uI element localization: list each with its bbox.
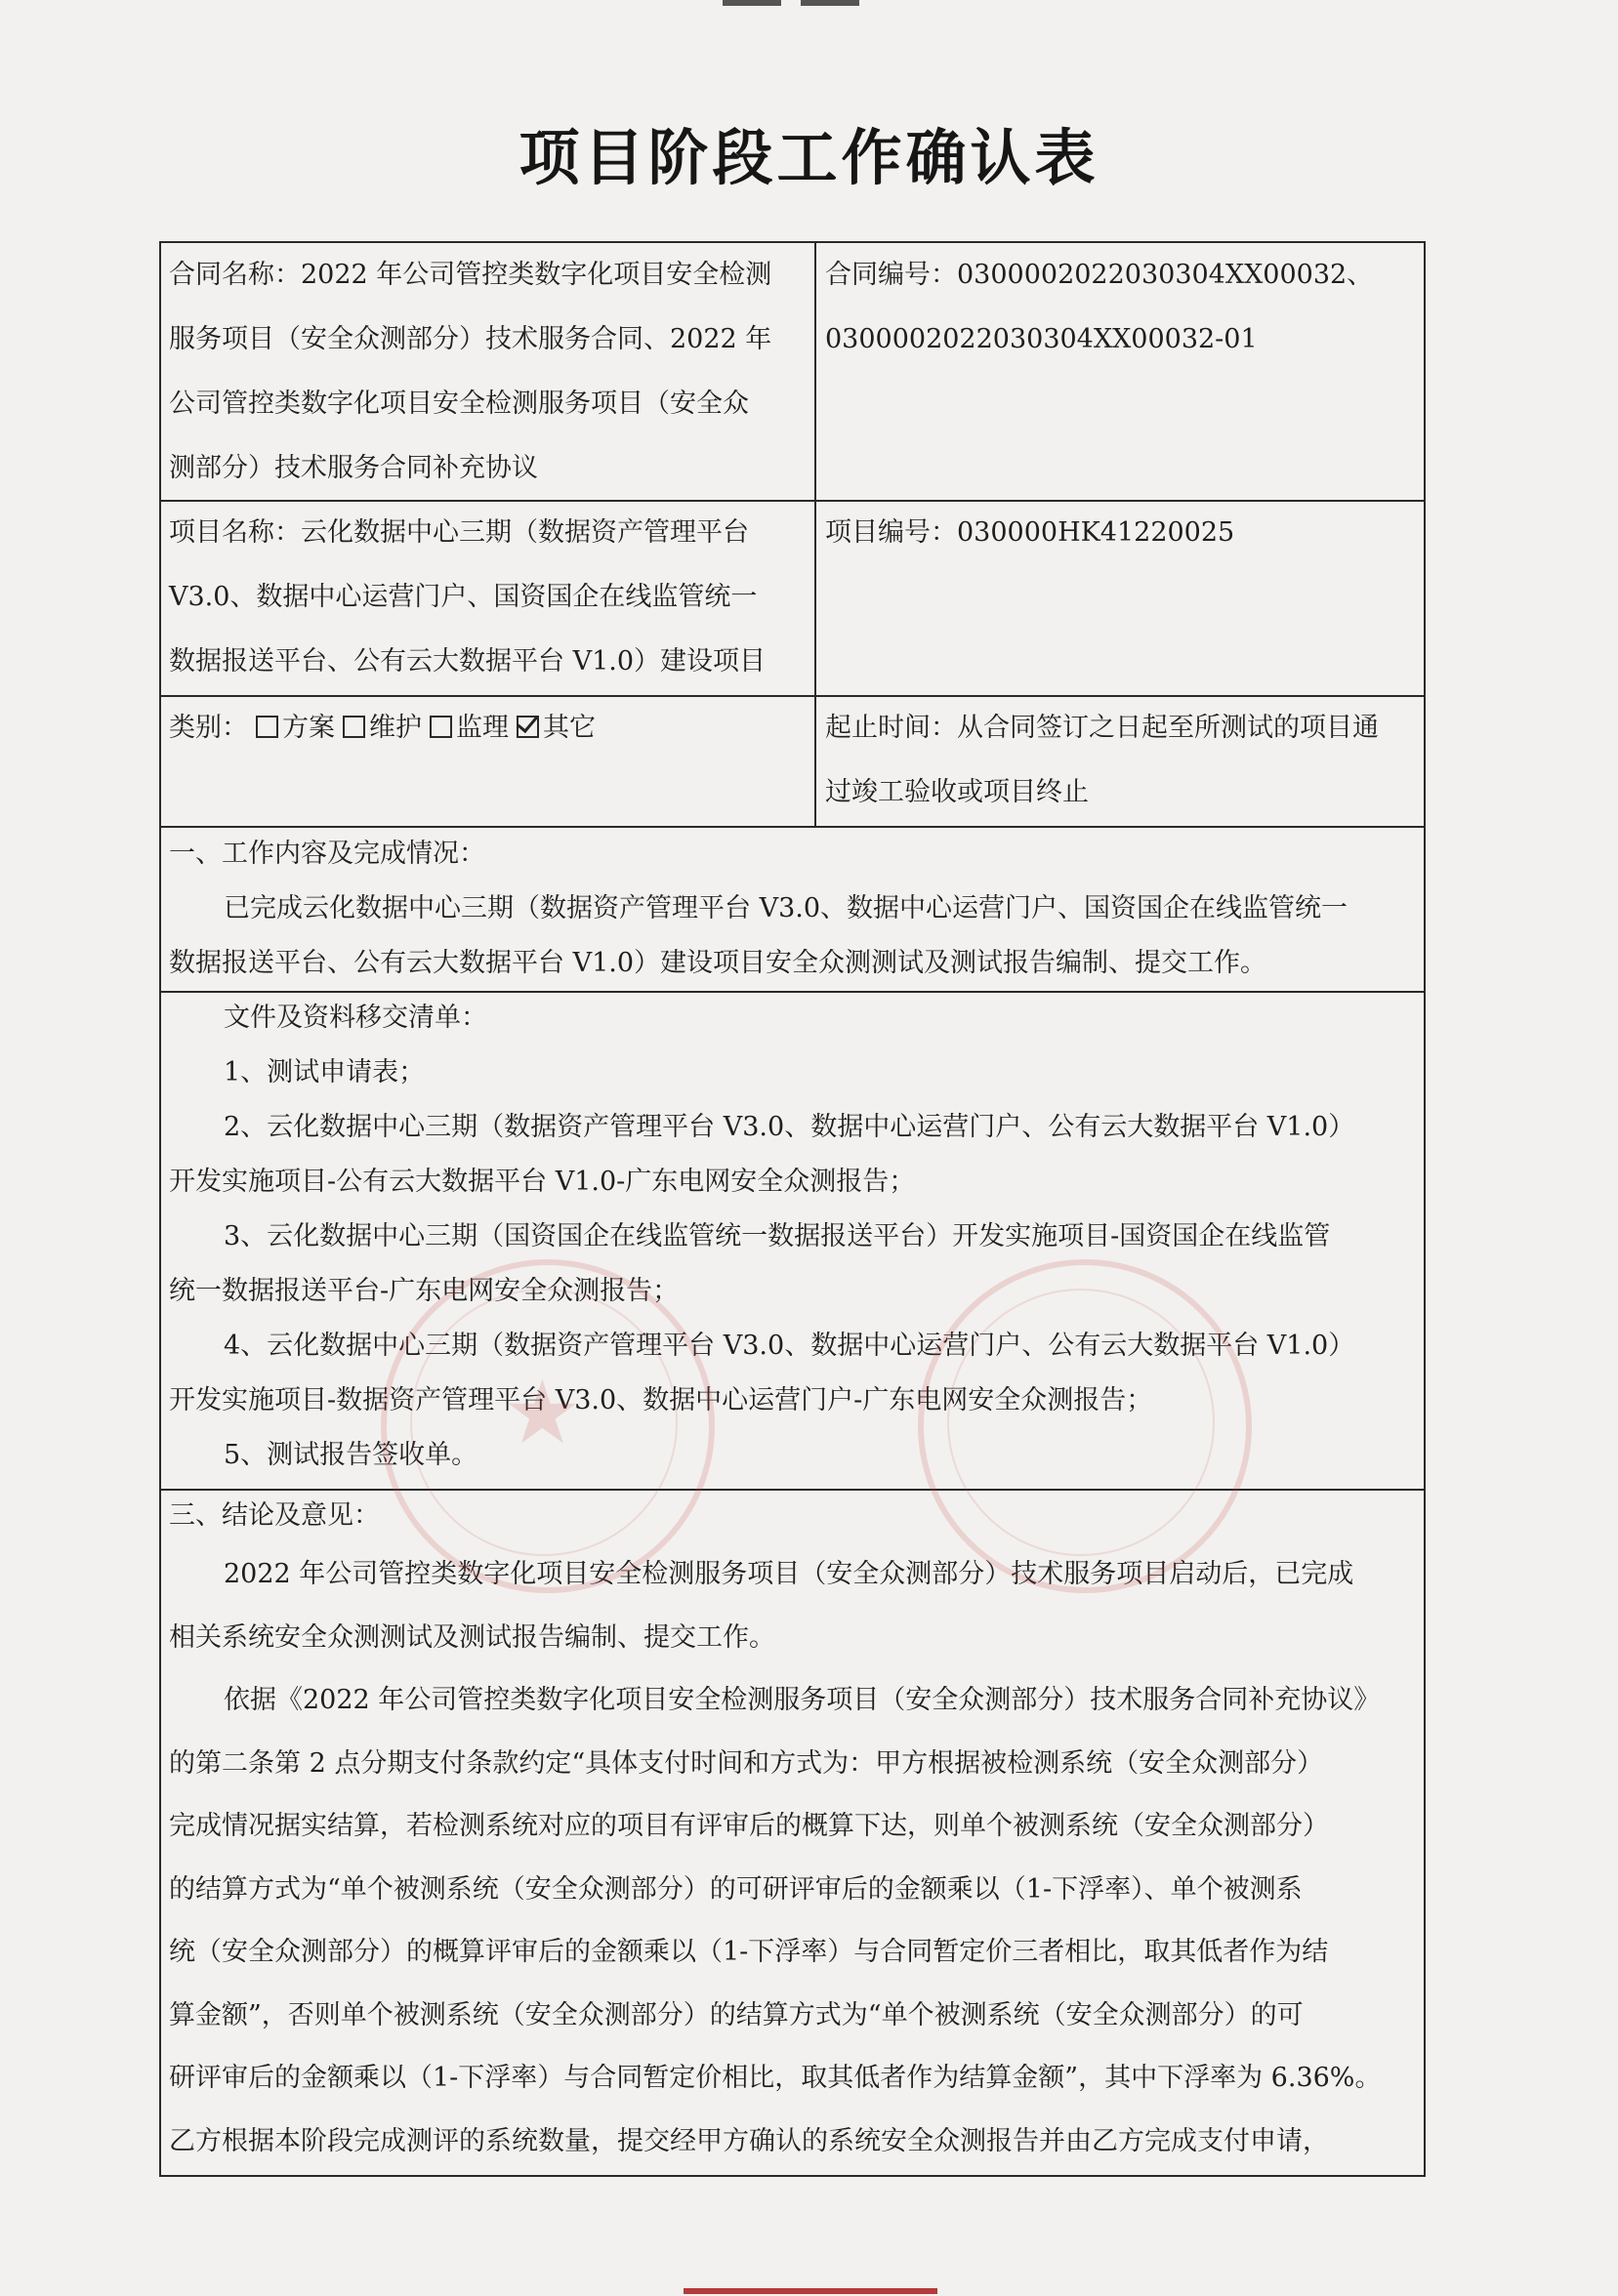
conclusion-line: 相关系统安全众测测试及测试报告编制、提交工作。: [169, 1621, 775, 1653]
section-heading: 一、工作内容及完成情况：: [169, 839, 485, 869]
checkbox-supervision[interactable]: [430, 716, 452, 738]
contract-name-line: 合同名称：2022 年公司管控类数字化项目安全检测: [169, 260, 772, 290]
category-option-plan: 方案: [282, 713, 335, 743]
conclusion-line: 的第二条第 2 点分期支付条款约定“具体支付时间和方式为：甲方根据被检测系统（安全众测部分）: [169, 1747, 1324, 1779]
checkbox-plan[interactable]: [256, 716, 278, 738]
conclusion-line: 2022 年公司管控类数字化项目安全检测服务项目（安全众测部分）技术服务项目启动后，已完成: [224, 1559, 1354, 1589]
page-title: 项目阶段工作确认表: [519, 122, 1099, 193]
conclusion-line: 算金额”，否则单个被测系统（安全众测部分）的结算方式为“单个被测系统（安全众测部分）的可: [169, 1999, 1304, 2030]
file-list-item: 5、测试报告签收单。: [224, 1440, 478, 1470]
red-seal-star-icon: ★: [503, 1362, 582, 1464]
project-number: [825, 501, 1421, 565]
section-conclusion: [169, 1489, 1419, 2173]
file-list-item: 4、云化数据中心三期（数据资产管理平台 V3.0、数据中心运营门户、公有云大数据平台 V1.0）: [224, 1331, 1355, 1361]
conclusion-line: 乙方根据本阶段完成测评的系统数量，提交经甲方确认的系统安全众测报告并由乙方完成支付申请，: [169, 2125, 1329, 2156]
project-name: [169, 501, 809, 694]
contract-name: [169, 243, 809, 501]
section-work-content: [169, 827, 1419, 991]
category-option-supervision: 监理: [456, 713, 509, 743]
file-list-item: 3、云化数据中心三期（国资国企在线监管统一数据报送平台）开发实施项目-国资国企在线监管: [224, 1221, 1331, 1251]
section-text-line: 数据报送平台、公有云大数据平台 V1.0）建设项目安全众测测试及测试报告编制、提交工作。: [169, 948, 1267, 978]
file-list-item: 2、云化数据中心三期（数据资产管理平台 V3.0、数据中心运营门户、公有云大数据平台 V1.0）: [224, 1112, 1355, 1142]
contract-number-line: 0300002022030304XX00032-01: [825, 324, 1258, 354]
column-divider: [814, 243, 816, 826]
category-option-other: 其它: [543, 713, 596, 743]
contract-name-line: 公司管控类数字化项目安全检测服务项目（安全众: [169, 389, 749, 419]
project-name-line: 数据报送平台、公有云大数据平台 V1.0）建设项目: [169, 646, 767, 676]
category-option-maintenance: 维护: [369, 713, 422, 743]
contract-name-line: 测部分）技术服务合同补充协议: [169, 453, 538, 483]
period-line: 起止时间：从合同签订之日起至所测试的项目通: [825, 713, 1379, 743]
section-text-line: 已完成云化数据中心三期（数据资产管理平台 V3.0、数据中心运营门户、国资国企在线监管统一: [224, 893, 1348, 923]
file-list-item: 统一数据报送平台-广东电网安全众测报告；: [169, 1276, 680, 1306]
file-list-item: 开发实施项目-数据资产管理平台 V3.0、数据中心运营门户-广东电网安全众测报告；: [169, 1385, 1153, 1415]
contract-number-line: 合同编号：0300002022030304XX00032、: [825, 260, 1374, 290]
project-number-line: 项目编号：030000HK41220025: [825, 517, 1235, 548]
scan-mark-top: [801, 0, 859, 6]
project-name-line: V3.0、数据中心运营门户、国资国企在线监管统一: [169, 582, 758, 612]
confirmation-form: [159, 241, 1426, 2177]
checkbox-maintenance[interactable]: [343, 716, 365, 738]
conclusion-line: 研评审后的金额乘以（1-下浮率）与合同暂定价相比，取其低者作为结算金额”，其中下浮率为 6.36%。: [169, 2063, 1382, 2093]
file-list-item: 开发实施项目-公有云大数据平台 V1.0-广东电网安全众测报告；: [169, 1167, 916, 1197]
conclusion-line: 的结算方式为“单个被测系统（安全众测部分）的可研评审后的金额乘以（1-下浮率）、单个被测系: [169, 1873, 1303, 1905]
contract-number: [825, 243, 1421, 372]
scan-mark-bottom: [684, 2288, 937, 2294]
scan-mark-top: [723, 0, 781, 6]
red-seal-right-inner: [947, 1289, 1215, 1556]
file-list-item: 1、测试申请表；: [224, 1057, 426, 1087]
conclusion-line: 完成情况据实结算，若检测系统对应的项目有评审后的概算下达，则单个被测系统（安全众测部分）: [169, 1811, 1329, 1841]
section-heading: 文件及资料移交清单：: [224, 1003, 487, 1033]
category-label: 类别：: [169, 713, 248, 743]
section-heading: 三、结论及意见：: [169, 1500, 380, 1531]
category-row: [169, 696, 809, 760]
checkbox-other[interactable]: [517, 716, 539, 738]
conclusion-line: 依据《2022 年公司管控类数字化项目安全检测服务项目（安全众测部分）技术服务合同补充协议》: [224, 1685, 1381, 1715]
conclusion-line: 统（安全众测部分）的概算评审后的金额乘以（1-下浮率）与合同暂定价三者相比，取其低者作为结: [169, 1937, 1329, 1967]
project-name-line: 项目名称：云化数据中心三期（数据资产管理平台: [169, 517, 749, 548]
contract-name-line: 服务项目（安全众测部分）技术服务合同、2022 年: [169, 324, 772, 354]
period: [825, 696, 1421, 825]
period-line: 过竣工验收或项目终止: [825, 777, 1089, 807]
